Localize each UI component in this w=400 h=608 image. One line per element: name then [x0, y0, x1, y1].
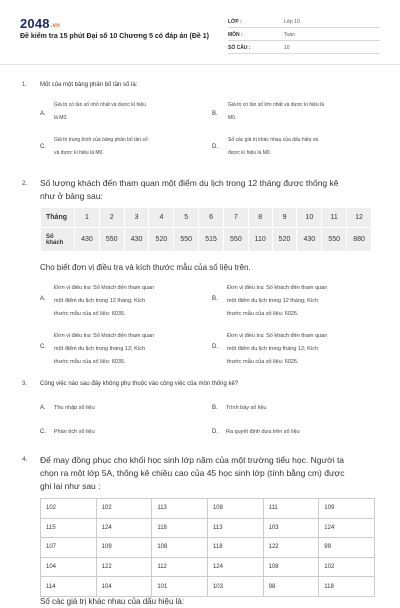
option-line: Đơn vị điều tra: Số khách đến tham quan	[54, 285, 155, 291]
option-text: Phân tích số liệu	[54, 429, 95, 435]
table-cell: 108	[152, 538, 208, 558]
header-divider	[0, 64, 400, 65]
table-row	[41, 228, 372, 252]
option-letter: A.	[40, 296, 46, 302]
table-cell: 103	[207, 577, 263, 597]
option-letter: B.	[212, 111, 218, 117]
option-letter: C.	[40, 429, 46, 435]
option-letter: C.	[40, 344, 46, 350]
table-cell: 520	[272, 228, 297, 252]
option-line: Số các giá trị khác nhau của dấu hiệu và	[228, 137, 319, 143]
table-cell: 6	[199, 208, 224, 228]
option-line: thước mẫu của số liệu: 6035.	[54, 359, 126, 365]
question-number: 3.	[22, 381, 28, 387]
option-text: Thu nhập số liệu	[54, 405, 95, 411]
question-number: 4.	[22, 456, 28, 463]
table-cell: 104	[41, 557, 97, 577]
table-cell: 98	[263, 577, 319, 597]
table-cell: 430	[124, 228, 149, 252]
table-cell: 4	[149, 208, 174, 228]
option-line: Giá trị có tần số lớn nhất và được kí hiệu là	[228, 102, 325, 108]
table-cell: 520	[149, 228, 174, 252]
table-cell: 109	[319, 499, 375, 519]
table-cell: 515	[199, 228, 224, 252]
question-number: 2.	[22, 180, 28, 187]
table-cell: 12	[347, 208, 372, 228]
table-cell: 111	[263, 499, 319, 519]
table-cell: 99	[319, 538, 375, 558]
table-cell: 115	[41, 518, 97, 538]
table-row	[41, 518, 375, 538]
table-cell: 2	[99, 208, 124, 228]
option-letter: A.	[40, 111, 46, 117]
logo-suffix: .vn	[50, 23, 61, 29]
table-cell: 118	[319, 577, 375, 597]
table-header-cell	[41, 228, 75, 252]
option-line: là M0.	[54, 115, 68, 121]
meta-label: LỚP :	[228, 19, 242, 25]
question-text-line: chọn ra một lớp 5A, thống kê chiều cao của 45 học sinh lớp (tính bằng cm) được	[40, 468, 345, 478]
row-head-line: khách	[46, 239, 64, 246]
table-row	[41, 499, 375, 519]
logo-text: 2048	[20, 16, 50, 31]
page-title: Đề kiểm tra 15 phút Đại số 10 Chương 5 có đáp án (Đề 1)	[20, 33, 209, 40]
option-text: Ra quyết định dựa trên số liệu	[226, 429, 300, 435]
table-cell: 122	[263, 538, 319, 558]
table-cell: 107	[41, 538, 97, 558]
option-line: Đơn vị điều tra: Số khách đến tham quan	[227, 333, 328, 339]
table-cell: 102	[41, 499, 97, 519]
option-line: M0.	[228, 115, 237, 121]
question-prompt-cutoff: Số các giá trị khác nhau của dấu hiệu là:	[40, 597, 185, 606]
option-letter: B.	[212, 296, 218, 302]
meta-subject	[228, 29, 380, 41]
table-cell: 102	[96, 499, 152, 519]
option-line: Đơn vị điều tra: Số khách đến tham quan	[227, 285, 328, 291]
table-cell: 550	[99, 228, 124, 252]
meta-label: SỐ CÂU :	[228, 45, 251, 51]
table-cell: 5	[174, 208, 199, 228]
table-cell: 9	[272, 208, 297, 228]
table-cell: 113	[152, 499, 208, 519]
option-letter: A.	[40, 405, 46, 411]
option-line: Giá trị trung bình của bảng phân bố tần số	[54, 137, 148, 143]
table-cell: 124	[96, 518, 152, 538]
table-cell: 103	[263, 518, 319, 538]
table-cell: 122	[96, 557, 152, 577]
row-head-line: Số	[46, 233, 54, 240]
option-line: một điểm du lịch trong tháng 12; Kích	[227, 346, 319, 352]
visitors-table	[40, 207, 372, 252]
table-cell: 102	[319, 557, 375, 577]
table-cell: 108	[207, 499, 263, 519]
table-header-cell: Tháng	[41, 208, 75, 228]
option-text: Trình bày số liệu	[226, 405, 267, 411]
meta-value: Toán	[284, 32, 295, 38]
table-cell: 430	[75, 228, 100, 252]
option-line: một điểm du lịch trong 12 tháng; Kích	[227, 298, 319, 304]
table-cell: 114	[41, 577, 97, 597]
option-letter: D.	[212, 144, 218, 150]
question-text-line: Để may đồng phục cho khối học sinh lớp năm của một trường tiểu học. Người ta	[40, 455, 345, 465]
table-cell: 124	[207, 557, 263, 577]
question-text: Công việc nào sau đây không phụ thuộc vào công việc của môn thống kê?	[40, 381, 239, 387]
option-line: một điểm du lịch trong tháng 12; Kích	[54, 346, 146, 352]
table-cell: 10	[297, 208, 322, 228]
option-line: được kí hiệu là M0.	[228, 150, 272, 156]
table-cell: 550	[223, 228, 248, 252]
table-cell: 550	[322, 228, 347, 252]
table-cell: 112	[152, 557, 208, 577]
question-text-line: Số lượng khách đến tham quan một điểm du lịch trong 12 tháng được thống kê	[40, 178, 339, 188]
table-cell: 8	[248, 208, 272, 228]
option-line: thước mẫu của số liệu: 6035.	[54, 311, 126, 317]
meta-label: MÔN :	[228, 32, 243, 38]
table-cell: 124	[319, 518, 375, 538]
question-prompt: Cho biết đơn vị điều tra và kích thước mẫu của số liệu trên.	[40, 263, 251, 272]
site-logo[interactable]	[20, 16, 60, 31]
table-cell: 7	[223, 208, 248, 228]
meta-value: 10	[284, 45, 290, 51]
option-letter: D.	[212, 429, 218, 435]
height-table	[40, 498, 375, 597]
option-line: một điểm du lịch trong 12 tháng; Kích	[54, 298, 146, 304]
option-letter: B.	[212, 405, 218, 411]
table-cell: 110	[248, 228, 272, 252]
table-cell: 104	[96, 577, 152, 597]
option-line: thước mẫu của số liệu: 6025.	[227, 359, 299, 365]
table-cell: 3	[124, 208, 149, 228]
table-row	[41, 557, 375, 577]
question-text-line: ghi lại như sau :	[40, 481, 101, 491]
option-line: Giá trị có tần số nhỏ nhất và được kí hiệu	[54, 102, 146, 108]
table-cell: 550	[174, 228, 199, 252]
page-header	[0, 0, 400, 62]
option-line: và được kí hiệu là M0.	[54, 150, 104, 156]
table-cell: 880	[347, 228, 372, 252]
option-letter: C.	[40, 144, 46, 150]
question-text-line: như ở bảng sau:	[40, 191, 103, 201]
table-cell: 101	[152, 577, 208, 597]
table-cell: 118	[207, 538, 263, 558]
table-cell: 108	[263, 557, 319, 577]
meta-class	[228, 16, 380, 28]
option-line: thước mẫu của số liệu: 6025.	[227, 311, 299, 317]
table-row	[41, 208, 372, 228]
question-number: 1.	[22, 82, 28, 88]
option-line: Đơn vị điều tra: Số khách đến tham quan	[54, 333, 155, 339]
question-text: Mốt của một bảng phân bố tần số là:	[40, 82, 138, 88]
table-cell: 11	[322, 208, 347, 228]
table-row	[41, 577, 375, 597]
option-letter: D.	[212, 344, 218, 350]
table-cell: 118	[152, 518, 208, 538]
table-cell: 113	[207, 518, 263, 538]
meta-question-count	[228, 42, 380, 54]
table-cell: 109	[96, 538, 152, 558]
meta-value: Lớp 10	[284, 19, 300, 25]
table-cell: 430	[297, 228, 322, 252]
table-cell: 1	[75, 208, 100, 228]
table-row	[41, 538, 375, 558]
